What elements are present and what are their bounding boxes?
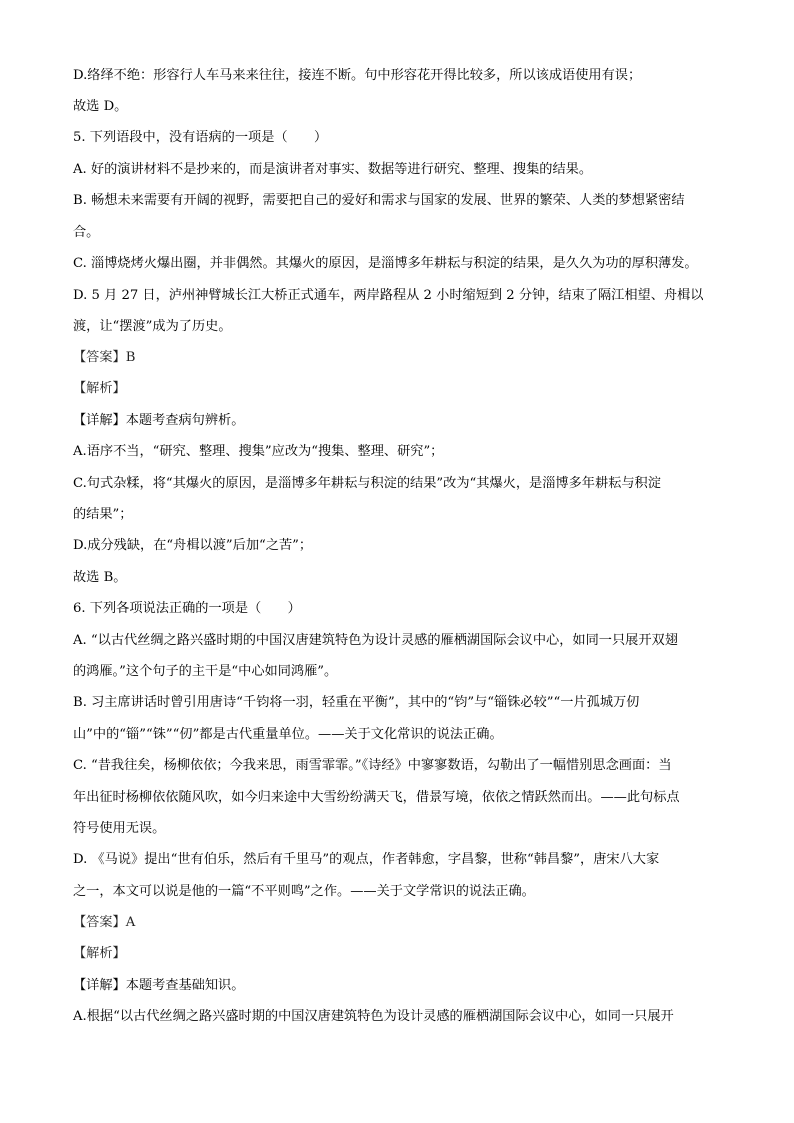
question-5-stem: 5. 下列语段中，没有语病的一项是（ ） — [73, 130, 328, 145]
option-b-cont: 合。 — [73, 225, 100, 240]
detail-line: C.句式杂糅，将“其爆火的原因，是淄博多年耕耘与积淀的结果”改为“其爆火，是淄博多年耕耘与积淀 — [73, 476, 661, 491]
option-c: C. “昔我往矣，杨柳依依；今我来思，雨雪霏霏。”《诗经》中寥寥数语，勾勒出了一幅惜别思念画面：当 — [73, 758, 672, 773]
option-b: B. 习主席讲话时曾引用唐诗“千钧将一羽，轻重在平衡”，其中的“钧”与“锱铢必较”“一片孤城万仞 — [73, 695, 640, 710]
option-a: A. 好的演讲材料不是抄来的，而是演讲者对事实、数据等进行研究、整理、搜集的结果。 — [73, 162, 593, 177]
text-line: D.络绎不绝：形容行人车马来来往往，接连不断。句中形容花开得比较多，所以该成语使用有误； — [73, 68, 642, 83]
answer-label: 【答案】B — [73, 350, 136, 365]
analysis-label: 【解析】 — [73, 381, 126, 396]
option-c-cont: 符号使用无误。 — [73, 821, 166, 836]
detail-line: 故选 B。 — [73, 570, 127, 585]
detail-line: 【详解】本题考查病句辨析。 — [73, 413, 245, 428]
analysis-label: 【解析】 — [73, 946, 126, 961]
option-d: D. 《马说》提出“世有伯乐，然后有千里马”的观点，作者韩愈，字昌黎，世称“韩昌黎”，唐宋八大家 — [73, 852, 660, 867]
option-b: B. 畅想未来需要有开阔的视野，需要把自己的爱好和需求与国家的发展、世界的繁荣、人类的梦想紧密结 — [73, 193, 685, 208]
option-c: C. 淄博烧烤火爆出圈，并非偶然。其爆火的原因，是淄博多年耕耘与积淀的结果，是久久为功的厚积薄发。 — [73, 256, 698, 271]
option-c-cont: 年出征时杨柳依依随风吹，如今归来途中大雪纷纷满天飞，借景写境，依依之情跃然而出。——此句标点 — [73, 790, 680, 805]
detail-line: A.语序不当，“研究、整理、搜集”应改为“搜集、整理、研究”； — [73, 444, 444, 459]
detail-line: D.成分残缺，在“舟楫以渡”后加“之苦”； — [73, 538, 313, 553]
option-d: D. 5 月 27 日，泸州神臂城长江大桥正式通车，两岸路程从 2 小时缩短到 2 分钟，结束了隔江相望、舟楫以 — [73, 288, 704, 303]
detail-line: A.根据“以古代丝绸之路兴盛时期的中国汉唐建筑特色为设计灵感的雁栖湖国际会议中心，如同一只展开 — [73, 1009, 674, 1024]
detail-line: 的结果”； — [73, 507, 133, 522]
option-a: A. “以古代丝绸之路兴盛时期的中国汉唐建筑特色为设计灵感的雁栖湖国际会议中心，如同一只展开双翅 — [73, 633, 678, 648]
detail-line: 【详解】本题考查基础知识。 — [73, 978, 245, 993]
option-d-cont: 之一，本文可以说是他的一篇“不平则鸣”之作。——关于文学常识的说法正确。 — [73, 884, 535, 899]
question-6-stem: 6. 下列各项说法正确的一项是（ ） — [73, 601, 301, 616]
option-a-cont: 的鸿雁。”这个句子的主干是“中心如同鸿雁”。 — [73, 664, 338, 679]
option-d-cont: 渡，让“摆渡”成为了历史。 — [73, 319, 232, 334]
answer-label: 【答案】A — [73, 915, 136, 930]
option-b-cont: 山”中的“锱”“铢”“仞”都是古代重量单位。——关于文化常识的说法正确。 — [73, 727, 503, 742]
text-line: 故选 D。 — [73, 99, 128, 114]
